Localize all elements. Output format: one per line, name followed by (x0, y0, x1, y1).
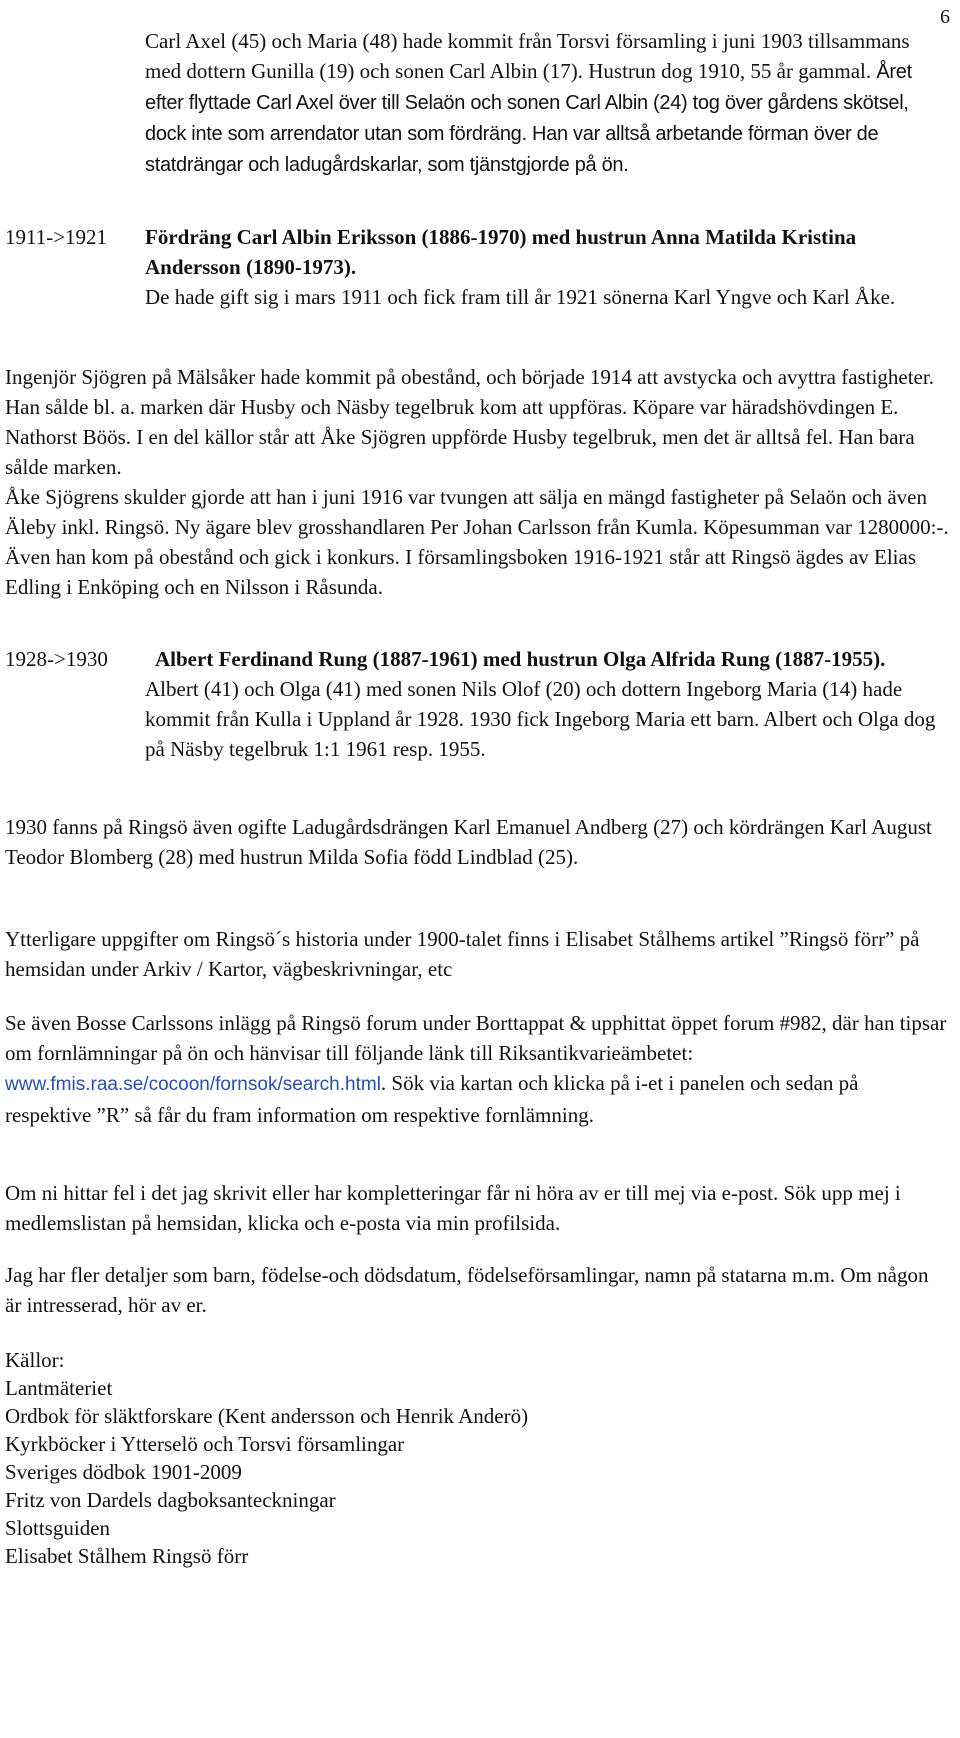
source-item: Elisabet Stålhem Ringsö förr (5, 1544, 249, 1568)
entry-1928-1930 (5, 644, 950, 764)
entry-heading: Albert Ferdinand Rung (1887-1961) med hustrun Olga Alfrida Rung (1887-1955). (155, 647, 886, 671)
source-item: Slottsguiden (5, 1516, 111, 1540)
entry-text: Albert (41) och Olga (41) med sonen Nils Olof (20) och dottern Ingeborg Maria (14) hade kommit från Kulla i Uppland år 1928. 1930 fick Ingeborg Maria ett barn. Albert och Olga dog på Näsby tegelbruk 1:1 1961 resp. 1955. (145, 677, 936, 761)
paragraph-1930: 1930 fanns på Ringsö även ogifte Ladugårdsdrängen Karl Emanuel Andberg (27) och kördrängen Karl August Teodor Blomberg (28) med hustrun Milda Sofia född Lindblad (25). (5, 815, 932, 869)
entry-heading: Fördräng Carl Albin Eriksson (1886-1970) med hustrun Anna Matilda Kristina Andersson (1890-1973). (145, 225, 857, 279)
page-number: 6 (940, 6, 950, 28)
source-item: Kyrkböcker i Ytterselö och Torsvi församlingar (5, 1432, 405, 1456)
source-item: Lantmäteriet (5, 1376, 113, 1400)
paragraph-details: Jag har fler detaljer som barn, födelse-och dödsdatum, födelseförsamlingar, namn på statarna m.m. Om någon är intresserad, hör av er. (5, 1263, 929, 1317)
sources-section (5, 1346, 950, 1570)
sjogren-text-2: Åke Sjögrens skulder gjorde att han i juni 1916 var tvungen att sälja en mängd fastigheter på Selaön och även Äleby inkl. Ringsö. Ny ägare blev grosshandlaren Per Johan Carlsson från Kumla. Köpesumman var 1280000:-. Även han kom på obestånd och gick i konkurs. I församlingsboken 1916-1921 står att Ringsö ägdes av Elias Edling i Enköping och en Nilsson i Råsunda. (5, 485, 949, 599)
intro-text-sans: Året efter flyttade Carl Axel över till Selaön och sonen Carl Albin (24) tog över gårdens skötsel, dock inte som arrendator utan som fördräng. Han var alltså arbetande förman över de statdrängar och ladugårdskarlar, som tjänstgjorde på ön. (145, 61, 912, 176)
sjogren-paragraph (5, 362, 950, 602)
sources-heading: Källor: (5, 1348, 65, 1372)
sjogren-text-1: Ingenjör Sjögren på Mälsåker hade kommit på obestånd, och började 1914 att avstycka och avyttra fastigheter. Han sålde bl. a. marken där Husby och Näsby tegelbruk kom att uppföras. Köpare var häradshövdingen E. Nathorst Böös. I en del källor står att Åke Sjögren uppförde Husby tegelbruk, men det är alltså fel. Han bara sålde marken. (5, 365, 934, 479)
intro-text-serif: Carl Axel (45) och Maria (48) hade kommit från Torsvi församling i juni 1903 tillsammans med dottern Gunilla (19) och sonen Carl Albin (17). Hustrun dog 1910, 55 år gammal. (145, 29, 910, 83)
paragraph-ytterligare: Ytterligare uppgifter om Ringsö´s historia under 1900-talet finns i Elisabet Stålhems artikel ”Ringsö förr” på hemsidan under Arkiv / Kartor, vägbeskrivningar, etc (5, 927, 920, 981)
entry-1911-1921 (5, 222, 950, 312)
source-item: Sveriges dödbok 1901-2009 (5, 1460, 242, 1484)
entry-text: De hade gift sig i mars 1911 och fick fram till år 1921 sönerna Karl Yngve och Karl Åke. (145, 285, 896, 309)
intro-paragraph (145, 26, 950, 180)
paragraph-bosse (5, 1008, 950, 1130)
entry-period: 1928->1930 (5, 647, 108, 671)
bosse-text-after: . Sök via kartan och klicka på i-et i panelen och sedan på respektive ”R” så får du fram information om respektive fornlämning. (5, 1071, 859, 1127)
entry-period: 1911->1921 (5, 225, 108, 249)
paragraph-corrections: Om ni hittar fel i det jag skrivit eller har kompletteringar får ni höra av er till mej via e-post. Sök upp mej i medlemslistan på hemsidan, klicka och e-posta via min profilsida. (5, 1181, 901, 1235)
source-item: Fritz von Dardels dagboksanteckningar (5, 1488, 336, 1512)
source-item: Ordbok för släktforskare (Kent andersson och Henrik Anderö) (5, 1404, 529, 1428)
fmis-link[interactable]: www.fmis.raa.se/cocoon/fornsok/search.html (5, 1074, 381, 1095)
bosse-text-before: Se även Bosse Carlssons inlägg på Ringsö forum under Borttappat & upphittat öppet forum #982, där han tipsar om fornlämningar på ön och hänvisar till följande länk till Riksantikvarieämbetet: (5, 1011, 947, 1065)
